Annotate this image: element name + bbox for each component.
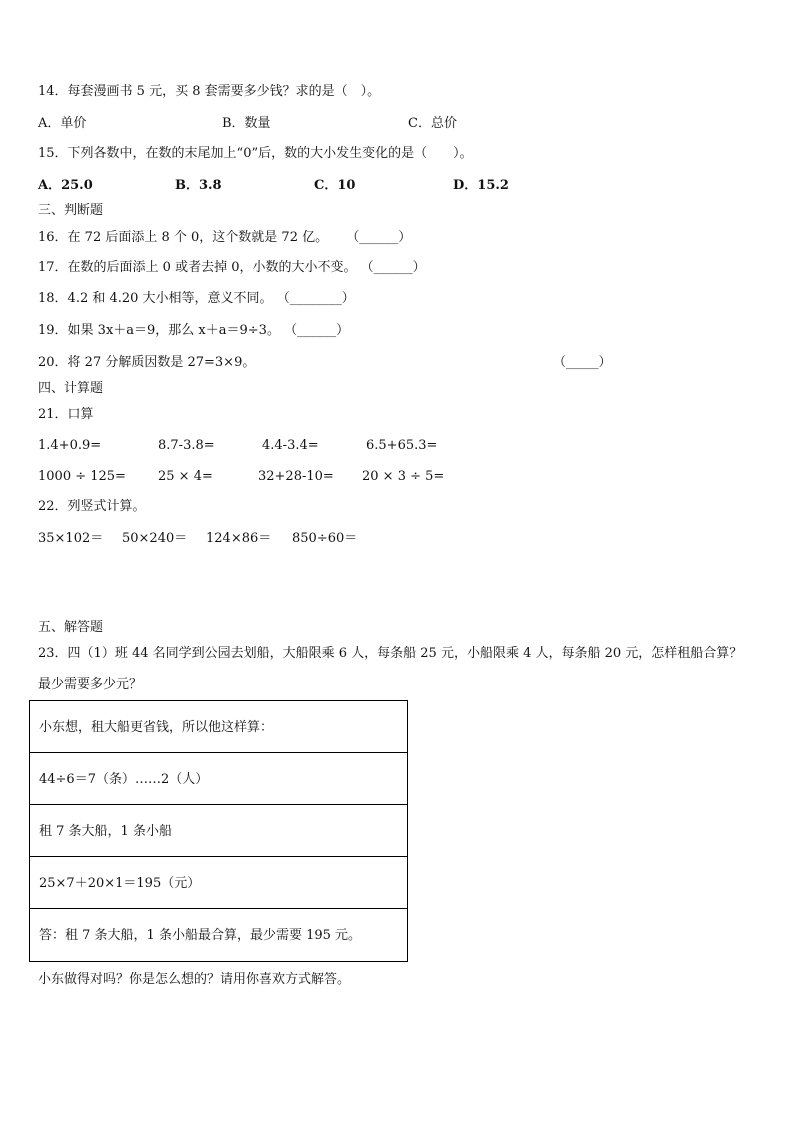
solution-box-row: [30, 909, 407, 961]
mental-math-item: 1.4+0.9=: [38, 438, 102, 453]
question-15-option-c: C．10: [314, 178, 356, 193]
solution-box-row: [30, 805, 407, 857]
question-17: [38, 259, 426, 277]
question-22-label: 22．列竖式计算。: [38, 499, 146, 514]
question-18-answer-blank[interactable]: （________）: [276, 291, 355, 306]
solution-box-text: 租 7 条大船，1 条小船: [39, 824, 172, 839]
vertical-calc-item: 850÷60＝: [292, 531, 358, 546]
question-14-stem: 14．每套漫画书 5 元，买 8 套需要多少钱？求的是（ ）。: [38, 84, 381, 99]
mental-math-item: 25 × 4=: [158, 469, 213, 484]
question-17-text: 17．在数的后面添上 0 或者去掉 0，小数的大小不变。: [38, 260, 357, 275]
mental-math-item: 4.4-3.4=: [262, 438, 319, 453]
mental-math-item: 8.7-3.8=: [158, 438, 215, 453]
vertical-calc-item: 35×102＝: [38, 531, 104, 546]
question-18-text: 18．4.2 和 4.20 大小相等，意义不同。: [38, 291, 273, 306]
question-17-answer-blank[interactable]: （______）: [360, 260, 426, 275]
question-14-option-b: B．数量: [222, 116, 271, 131]
solution-box-text: 答：租 7 条大船，1 条小船最合算，最少需要 195 元。: [39, 928, 362, 943]
question-14-option-a: A．单价: [38, 116, 87, 131]
question-20-answer-blank[interactable]: （_____）: [553, 355, 612, 370]
vertical-calc-item: 50×240＝: [122, 531, 188, 546]
solution-box: [29, 700, 408, 962]
solution-box-row: [30, 857, 407, 909]
question-19: [38, 322, 349, 340]
question-23-stem: 23．四（1）班 44 名同学到公园去划船，大船限乘 6 人，每条船 25 元，小船限乘 4 人，每条船 20 元，怎样租船合算？: [38, 646, 743, 661]
mental-math-item: 20 × 3 ÷ 5=: [362, 469, 445, 484]
mental-math-item: 6.5+65.3=: [366, 438, 438, 453]
question-16-answer-blank[interactable]: （______）: [346, 230, 412, 245]
section-5-heading: 五、解答题: [38, 620, 104, 635]
question-19-text: 19．如果 3x＋a＝9，那么 x＋a＝9÷3。: [38, 323, 280, 338]
solution-box-row: [30, 753, 407, 805]
question-15-stem: 15．下列各数中，在数的末尾加上“0”后，数的大小发生变化的是（ ）。: [38, 146, 473, 161]
question-16-text: 16．在 72 后面添上 8 个 0，这个数就是 72 亿。: [38, 230, 329, 245]
question-15-option-a: A．25.0: [38, 178, 93, 193]
section-3-heading: 三、判断题: [38, 203, 104, 218]
vertical-calc-item: 124×86＝: [206, 531, 272, 546]
question-15-option-b: B．3.8: [175, 178, 222, 193]
question-16: [38, 229, 411, 247]
mental-math-item: 1000 ÷ 125=: [38, 469, 126, 484]
question-14-option-c: C．总价: [408, 116, 457, 131]
solution-box-row: [30, 701, 407, 753]
question-19-answer-blank[interactable]: （______）: [284, 323, 350, 338]
question-15-option-d: D．15.2: [453, 178, 509, 193]
question-20-text: 20．将 27 分解质因数是 27=3×9。: [38, 355, 256, 370]
section-4-heading: 四、计算题: [38, 381, 104, 396]
solution-box-text: 44÷6＝7（条）……2（人）: [39, 772, 209, 787]
question-18: [38, 290, 355, 308]
question-23-stem-continued: 最少需要多少元？: [38, 677, 143, 692]
mental-math-item: 32+28-10=: [258, 469, 334, 484]
solution-box-text: 25×7＋20×1＝195（元）: [39, 876, 201, 891]
question-21-label: 21．口算: [38, 407, 94, 422]
solution-box-text: 小东想，租大船更省钱，所以他这样算：: [39, 720, 274, 735]
question-23-followup: 小东做得对吗？你是怎么想的？请用你喜欢方式解答。: [38, 972, 351, 987]
